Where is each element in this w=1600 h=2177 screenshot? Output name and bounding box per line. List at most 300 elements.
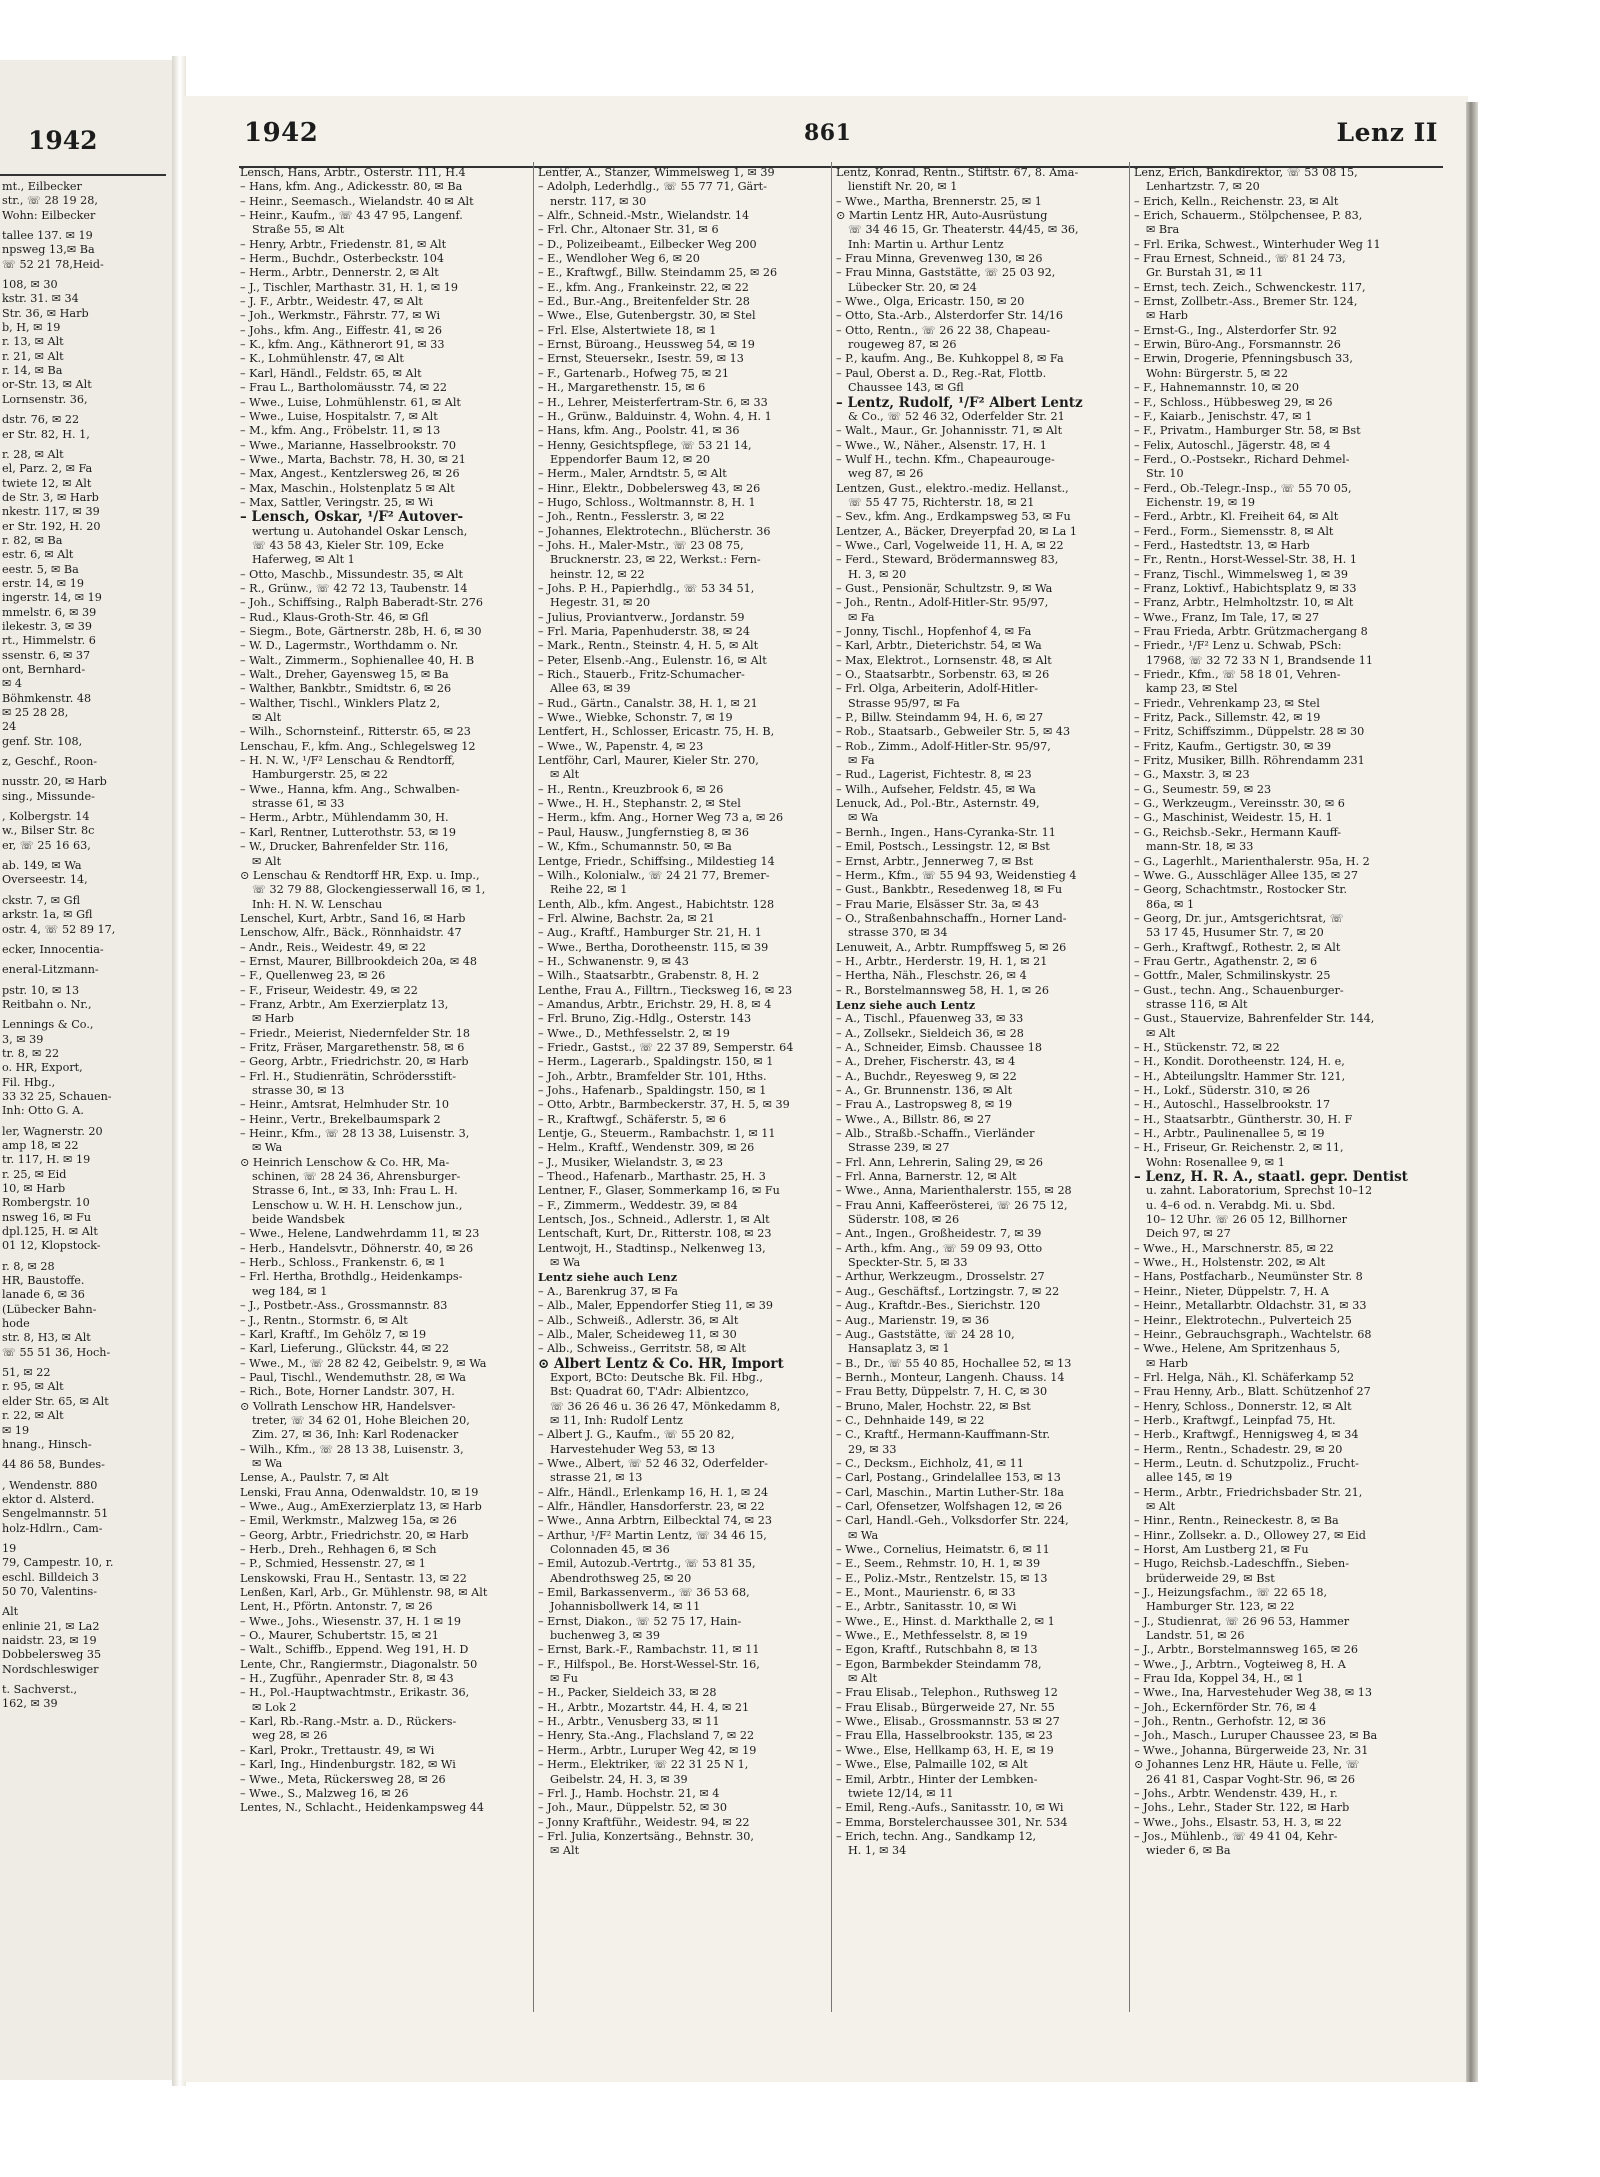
directory-entry-line: – Horst, Am Lustberg 21, ✉ Fu	[1134, 1543, 1309, 1556]
directory-entry-line: – Emma, Borstelerchaussee 301, Nr. 534	[836, 1815, 1068, 1829]
directory-entry-line: – Ferd., Arbtr., Kl. Freiheit 64, ✉ Alt	[1134, 510, 1339, 524]
directory-entry-line: – Wwe., H., Marschnerstr. 85, ✉ 22	[1134, 1241, 1334, 1255]
directory-entry-line: – G., Reichsb.-Sekr., Hermann Kauff-	[1134, 825, 1342, 839]
directory-entry-line: Süderstr. 108, ✉ 26	[848, 1213, 960, 1227]
directory-entry-line: strasse 370, ✉ 34	[848, 926, 948, 940]
directory-entry-line: Deich 97, ✉ 27	[1146, 1227, 1231, 1241]
directory-entry-line: – Joh., Eckernförder Str. 76, ✉ 4	[1134, 1700, 1317, 1714]
directory-entry-line: o. HR, Export,	[2, 1061, 83, 1075]
directory-entry-line: – Herm., Arbtr., Dennerstr. 2, ✉ Alt	[240, 266, 439, 280]
directory-entry-line: – Otto, Rentn., ☏ 26 22 38, Chapeau-	[836, 323, 1051, 337]
directory-entry-line: ilekestr. 3, ✉ 39	[2, 619, 93, 633]
directory-entry-line: Lenth, Alb., kfm. Angest., Habichtstr. 128	[538, 897, 775, 911]
directory-entry-line: Straße 55, ✉ Alt	[252, 223, 345, 237]
directory-entry-line: ✉ Fu	[550, 1672, 578, 1686]
directory-entry-line: – Wwe., E., Methfesselstr. 8, ✉ 19	[836, 1629, 1028, 1643]
directory-entry-line: – R., Grünw., ☏ 42 72 13, Taubenstr. 14	[240, 581, 468, 595]
directory-entry-line: Dobbelersweg 35	[2, 1648, 102, 1662]
directory-entry-line: er, ☏ 25 16 63,	[2, 838, 91, 852]
directory-entry-line: – Ernst, Büroang., Heussweg 54, ✉ 19	[538, 338, 755, 352]
directory-entry-line: Strasse 6, Int., ✉ 33, Inh: Frau L. H.	[252, 1184, 458, 1198]
directory-entry-line: – Walther, Bankbtr., Smidtstr. 6, ✉ 26	[240, 682, 452, 696]
directory-entry-line: – Alfr., Händl., Erlenkamp 16, H. 1, ✉ 24	[538, 1485, 769, 1499]
directory-entry-line: – Aug., Kraftdr.-Bes., Sierichstr. 120	[836, 1299, 1041, 1313]
directory-entry-line: 26 41 81, Caspar Voght-Str. 96, ✉ 26	[1146, 1772, 1355, 1786]
directory-entry-line: – Wwe., Wiebke, Schonstr. 7, ✉ 19	[538, 711, 733, 725]
directory-entry-line: – Friedr., Vehrenkamp 23, ✉ Stel	[1134, 696, 1320, 710]
directory-entry-line: – Andr., Reis., Weidestr. 49, ✉ 22	[240, 940, 426, 954]
directory-entry-line: r. 25, ✉ Eid	[2, 1167, 67, 1181]
directory-entry-line: weg 184, ✉ 1	[252, 1284, 328, 1298]
directory-entry-line: – H., Grünw., Balduinstr. 4, Wohn. 4, H. 1	[538, 409, 772, 423]
directory-entry-line: – Franz, Tischl., Wimmelsweg 1, ✉ 39	[1134, 567, 1348, 581]
directory-entry-line: H. 1, ✉ 34	[848, 1844, 907, 1858]
directory-entry-line: – Emil, Werkmstr., Malzweg 15a, ✉ 26	[240, 1514, 457, 1528]
directory-entry-line: – Arth., kfm. Ang., ☏ 59 09 93, Otto	[836, 1241, 1043, 1255]
directory-entry-line: – Hertha, Näh., Fleschstr. 26, ✉ 4	[836, 969, 1027, 983]
directory-entry-line: – Frau Gertr., Agathenstr. 2, ✉ 6	[1134, 954, 1318, 968]
directory-entry-line: Lentschaft, Kurt, Dr., Ritterstr. 108, ✉ 23	[538, 1227, 772, 1241]
directory-entry-line: Lenhartzstr. 7, ✉ 20	[1146, 180, 1260, 194]
directory-entry-line: – Frau A., Lastropsweg 8, ✉ 19	[836, 1098, 1013, 1112]
directory-entry-line: ⊙ Vollrath Lenschow HR, Handelsver-	[240, 1399, 456, 1413]
directory-entry-line: – H., Abteilungsltr. Hammer Str. 121,	[1134, 1069, 1346, 1083]
directory-entry-line: – Wwe., Marianne, Hasselbrookstr. 70	[240, 438, 456, 452]
directory-entry-line: – Hans, Postfacharb., Neumünster Str. 8	[1134, 1270, 1363, 1284]
directory-entry-line: – Arthur, Werkzeugm., Drosselstr. 27	[836, 1270, 1045, 1284]
directory-entry-line: wieder 6, ✉ Ba	[1146, 1844, 1231, 1858]
directory-entry-line: – Emil, Arbtr., Hinter der Lembken-	[836, 1772, 1038, 1786]
directory-entry-line: – Georg, Arbtr., Friedrichstr. 20, ✉ Harb	[240, 1055, 469, 1069]
directory-entry-line: ✉ Alt	[550, 1844, 580, 1858]
directory-entry-line: – F., Schloss., Hübbesweg 29, ✉ 26	[1134, 395, 1333, 409]
directory-entry-line: dstr. 76, ✉ 22	[2, 413, 80, 427]
directory-entry-line: – E., Kraftwgf., Billw. Steindamm 25, ✉ 26	[538, 266, 778, 280]
directory-entry-line: – G., Lagerhlt., Marienthalerstr. 95a, H. 2	[1134, 854, 1370, 868]
directory-entry-line: – Herb., Handelsvtr., Döhnerstr. 40, ✉ 26	[240, 1241, 474, 1255]
directory-entry-line: Strasse 239, ✉ 27	[848, 1141, 950, 1155]
directory-entry-line: de Str. 3, ✉ Harb	[2, 490, 99, 504]
directory-entry-line: – Alb., Maler, Scheideweg 11, ✉ 30	[538, 1327, 737, 1341]
directory-entry-line: – Heinr., Elektrotechn., Pulverteich 25	[1134, 1313, 1352, 1327]
directory-entry-line: – J., Studienrat, ☏ 26 96 53, Hammer	[1134, 1614, 1350, 1628]
directory-entry-line: – Hinr., Elektr., Dobbelersweg 43, ✉ 26	[538, 481, 761, 495]
directory-entry-line: – H., Lehrer, Meisterfertram-Str. 6, ✉ 33	[538, 395, 768, 409]
directory-entry-line: ✉ 4	[2, 677, 23, 691]
directory-entry-line: – Fritz, Fräser, Margarethenstr. 58, ✉ 6	[240, 1040, 465, 1054]
directory-entry-line: – F., Hilfspol., Be. Horst-Wessel-Str. 16,	[538, 1657, 760, 1671]
directory-entry-line: – H., Staatsarbtr., Güntherstr. 30, H. F	[1134, 1112, 1353, 1126]
directory-entry-line: – Wwe., Hanna, kfm. Ang., Schwalben-	[240, 782, 460, 796]
directory-entry-line: Fil. Hbg.,	[2, 1075, 56, 1089]
directory-entry-line: – F., Hahnemannstr. 10, ✉ 20	[1134, 381, 1299, 395]
directory-entry-line: – Wwe., Cornelius, Heimatstr. 6, ✉ 11	[836, 1543, 1050, 1556]
directory-entry-line: – Wwe., S., Malzweg 16, ✉ 26	[240, 1786, 409, 1800]
directory-entry-line: genf. Str. 108,	[2, 734, 83, 748]
directory-entry-line: – Joh., Maur., Düppelstr. 52, ✉ 30	[538, 1801, 728, 1815]
directory-entry-line: 51, ✉ 22	[2, 1366, 51, 1380]
directory-entry-line: – Walther, Tischl., Winklers Platz 2,	[240, 696, 441, 710]
directory-entry-line: & Co., ☏ 52 46 32, Oderfelder Str. 21	[848, 409, 1065, 423]
directory-entry-line: – Ferd., O.-Postsekr., Richard Dehmel-	[1134, 452, 1350, 466]
directory-entry-line: – Hinr., Rentn., Reineckestr. 8, ✉ Ba	[1134, 1514, 1339, 1528]
directory-entry-line: – Wwe., W., Näher., Alsenstr. 17, H. 1	[836, 438, 1047, 452]
directory-entry-line: Lentje, G., Steuerm., Rambachstr. 1, ✉ 11	[538, 1127, 776, 1141]
directory-entry-line: rt., Himmelstr. 6	[2, 634, 96, 648]
directory-entry-line: – Joh., Rentn., Gerhofstr. 12, ✉ 36	[1134, 1715, 1326, 1729]
directory-entry-line: tr. 117, H. ✉ 19	[2, 1153, 91, 1167]
directory-entry-line: – Frau Frieda, Arbtr. Grützmachergang 8	[1134, 625, 1368, 638]
directory-entry-line: mmelstr. 6, ✉ 39	[2, 605, 97, 619]
directory-entry-line: Brucknerstr. 23, ✉ 22, Werkst.: Fern-	[550, 553, 761, 567]
directory-entry-line: w., Bilser Str. 8c	[2, 824, 95, 838]
directory-entry-line: r. 14, ✉ Ba	[2, 364, 63, 378]
directory-entry-line: – Karl, Rentner, Lutterothstr. 53, ✉ 19	[240, 825, 457, 839]
directory-entry-line: – Herb., Dreh., Rehhagen 6, ✉ Sch	[240, 1543, 437, 1556]
directory-entry-line: – J., Tischler, Marthastr. 31, H. 1, ✉ 19	[240, 280, 459, 294]
directory-entry-line: – Herm., Elektriker, ☏ 22 31 25 N 1,	[538, 1758, 749, 1772]
directory-entry-line: – Alb., Straßb.-Schaffn., Vierländer	[836, 1127, 1035, 1141]
directory-entry-line: – Wwe., Meta, Rückersweg 28, ✉ 26	[240, 1772, 446, 1786]
directory-entry-line: Chaussee 143, ✉ Gfl	[848, 381, 964, 395]
directory-entry-line: weg 28, ✉ 26	[252, 1729, 328, 1743]
directory-entry-line: Johannisbollwerk 14, ✉ 11	[550, 1600, 701, 1614]
directory-entry-line: strasse 61, ✉ 33	[252, 797, 345, 811]
directory-entry-line: Bst: Quadrat 60, T'Adr: Albientzco,	[550, 1385, 750, 1399]
directory-entry-line: ✉ Harb	[1146, 309, 1188, 323]
directory-entry-line: – Hinr., Zollsekr. a. D., Ollowey 27, ✉ Eid	[1134, 1528, 1366, 1542]
directory-entry-line: ✉ Wa	[252, 1456, 283, 1470]
directory-entry-line: – Frl. Erika, Schwest., Winterhuder Weg 11	[1134, 237, 1381, 251]
directory-entry-line: Harvestehuder Weg 53, ✉ 13	[550, 1442, 716, 1456]
directory-entry-line: – Johannes, Elektrotechn., Blücherstr. 36	[538, 524, 771, 538]
directory-entry-line: – H., Kondit. Dorotheenstr. 124, H. e,	[1134, 1055, 1345, 1069]
directory-entry-line: – Herm., Arbtr., Mühlendamm 30, H.	[240, 811, 449, 825]
directory-entry-line: , Kolbergstr. 14	[2, 810, 90, 824]
directory-entry-line: – A., Gr. Brunnenstr. 136, ✉ Alt	[836, 1084, 1013, 1097]
directory-entry-line: – Herm., Buchdr., Osterbeckstr. 104	[240, 252, 445, 266]
directory-entry-line: – Heinr., Gebrauchsgraph., Wachtelstr. 68	[1134, 1327, 1372, 1341]
directory-entry-line: – J., Heizungsfachm., ☏ 22 65 18,	[1134, 1586, 1328, 1600]
page-edge	[1466, 102, 1478, 2082]
directory-entry-line: tr. 8, ✉ 22	[2, 1046, 60, 1060]
directory-entry-line: – Ernst, tech. Zeich., Schwenckestr. 117,	[1134, 280, 1366, 294]
directory-entry-line: – Alfr., Händler, Hansdorferstr. 23, ✉ 22	[538, 1499, 765, 1513]
directory-entry-line: – Wilh., Schornsteinf., Ritterstr. 65, ✉ 23	[240, 725, 471, 739]
directory-entry-line: 53 17 45, Husumer Str. 7, ✉ 20	[1146, 926, 1324, 940]
directory-entry-line: Str. 36, ✉ Harb	[2, 306, 89, 320]
directory-entry-line: – Erich, Kelln., Reichenstr. 23, ✉ Alt	[1134, 194, 1339, 208]
directory-entry-line: – W., Kfm., Schumannstr. 50, ✉ Ba	[538, 840, 732, 854]
directory-entry-line: – Herb., Kraftwgf., Leinpfad 75, Ht.	[1134, 1413, 1336, 1427]
directory-entry-line: – Karl, Rb.-Rang.-Mstr. a. D., Rückers-	[240, 1715, 457, 1729]
directory-entry-line: r. 28, ✉ Alt	[2, 447, 64, 461]
directory-entry-line: – F., Privatm., Hamburger Str. 58, ✉ Bst	[1134, 424, 1361, 438]
directory-entry-line: r. 13, ✉ Alt	[2, 335, 64, 349]
directory-entry-line: rougeweg 87, ✉ 26	[848, 338, 957, 352]
directory-entry-line: ektor d. Alsterd.	[2, 1492, 95, 1506]
directory-entry-line: – Bernh., Ingen., Hans-Cyranka-Str. 11	[836, 825, 1056, 839]
directory-entry-line: – Frl. Else, Alstertwiete 18, ✉ 1	[538, 323, 717, 337]
directory-entry-line: – Emil, Autozub.-Vertrtg., ☏ 53 81 35,	[538, 1557, 756, 1571]
directory-entry-line: – Alb., Schweiß., Adlerstr. 36, ✉ Alt	[538, 1313, 739, 1327]
directory-entry-line: Reitbahn o. Nr.,	[2, 997, 92, 1011]
directory-entry-line: – A., Barenkrug 37, ✉ Fa	[538, 1284, 678, 1298]
directory-entry-line: – H., Arbtr., Venusberg 33, ✉ 11	[538, 1715, 720, 1729]
directory-entry-line: – Lensch, Oskar, ¹/F² Autover-	[240, 509, 464, 526]
directory-entry-line: – Carl, Ofensetzer, Wolfshagen 12, ✉ 26	[836, 1499, 1063, 1513]
directory-entry-line: – Egon, Barmbekder Steindamm 78,	[836, 1657, 1042, 1671]
directory-entry-line: – Otto, Sta.-Arb., Alsterdorfer Str. 14/16	[836, 309, 1063, 323]
directory-entry-line: – Frau Minna, Gaststätte, ☏ 25 03 92,	[836, 266, 1056, 280]
directory-entry-line: – H., Arbtr., Paulinenallee 5, ✉ 19	[1134, 1127, 1325, 1141]
directory-entry-line: – Frl. Julia, Konzertsäng., Behnstr. 30,	[538, 1829, 754, 1843]
directory-entry-line: Lenthe, Frau A., Filltrn., Tiecksweg 16, ✉ 23	[538, 983, 793, 997]
directory-entry-line: – H., Rentn., Kreuzbrook 6, ✉ 26	[538, 782, 724, 796]
directory-entry-line: – Wwe., Luise, Hospitalstr. 7, ✉ Alt	[240, 409, 438, 423]
directory-entry-line: ✉ Bra	[1146, 223, 1180, 237]
directory-column-3	[836, 166, 1125, 1859]
directory-entry-line: ☏ 34 46 15, Gr. Theaterstr. 44/45, ✉ 36,	[848, 223, 1079, 237]
directory-entry-line: – Herm., Arbtr., Luruper Weg 42, ✉ 19	[538, 1743, 757, 1757]
directory-column-4	[1134, 166, 1434, 1859]
directory-entry-line: buchenweg 3, ✉ 39	[550, 1629, 660, 1643]
directory-entry-line: – Erich, Schauerm., Stölpchensee, P. 83,	[1134, 209, 1363, 223]
directory-entry-line: – K., Lohmühlenstr. 47, ✉ Alt	[240, 352, 404, 366]
directory-entry-line: – Heinr., Vertr., Brekelbaumspark 2	[240, 1112, 441, 1126]
directory-entry-line: – Walt., Schiffb., Eppend. Weg 191, H. D	[240, 1643, 469, 1657]
directory-entry-line: Wohn: Eilbecker	[2, 208, 96, 222]
directory-entry-line: 3, ✉ 39	[2, 1032, 44, 1046]
directory-entry-line: – Aug., Marienstr. 19, ✉ 36	[836, 1313, 990, 1327]
directory-entry-line: 108, ✉ 30	[2, 278, 58, 292]
directory-entry-line: – Rud., Gärtn., Canalstr. 38, H. 1, ✉ 21	[538, 696, 758, 710]
directory-entry-line: u. 4–6 od. n. Verabdg. Mi. u. Sbd.	[1146, 1198, 1336, 1212]
directory-entry-line: twiete 12, ✉ Alt	[2, 476, 92, 490]
directory-entry-line: – Friedr., Kfm., ☏ 58 18 01, Vehren-	[1134, 668, 1341, 682]
directory-entry-line: elder Str. 65, ✉ Alt	[2, 1394, 109, 1408]
directory-entry-line: ✉ 11, Inh: Rudolf Lentz	[550, 1413, 683, 1427]
directory-entry-line: – Johs., kfm. Ang., Eiffestr. 41, ✉ 26	[240, 323, 443, 337]
directory-entry-line: u. zahnt. Laboratorium, Sprechst 10–12	[1146, 1184, 1373, 1198]
directory-entry-line: HR, Baustoffe.	[2, 1274, 85, 1288]
directory-entry-line: Lentwojt, H., Stadtinsp., Nelkenweg 13,	[538, 1241, 766, 1255]
directory-entry-line: ssenstr. 6, ✉ 37	[2, 648, 91, 662]
directory-entry-line: lienstift Nr. 20, ✉ 1	[848, 180, 958, 194]
directory-entry-line: ☏ 36 26 46 u. 36 26 47, Mönkedamm 8,	[550, 1399, 781, 1413]
directory-entry-line: ⊙ Johannes Lenz HR, Häute u. Felle, ☏	[1134, 1758, 1360, 1772]
directory-entry-line: Lenz siehe auch Lentz	[836, 997, 976, 1012]
directory-entry-line: wertung u. Autohandel Oskar Lensch,	[252, 524, 468, 538]
directory-entry-line: str. 8, H3, ✉ Alt	[2, 1331, 91, 1345]
directory-entry-line: ✉ Wa	[848, 1528, 879, 1542]
directory-entry-line: – Wwe., Elisab., Grossmannstr. 53 ✉ 27	[836, 1715, 1060, 1729]
directory-entry-line: – Georg, Schachtmstr., Rostocker Str.	[1134, 883, 1348, 897]
directory-entry-line: – Erwin, Büro-Ang., Forsmannstr. 26	[1134, 338, 1341, 352]
directory-entry-line: – Max, Angest., Kentzlersweg 26, ✉ 26	[240, 467, 460, 481]
directory-entry-line: – Gerh., Kraftwgf., Rothestr. 2, ✉ Alt	[1134, 940, 1341, 954]
directory-entry-line: – H. N. W., ¹/F² Lenschau & Rendtorff,	[240, 754, 455, 768]
directory-entry-line: ✉ Fa	[848, 610, 875, 624]
directory-entry-line: b, H, ✉ 19	[2, 321, 61, 335]
directory-entry-line: – Wwe., E., Hinst. d. Markthalle 2, ✉ 1	[836, 1614, 1055, 1628]
directory-entry-line: – H., Schwanenstr. 9, ✉ 43	[538, 954, 689, 968]
directory-entry-line: arkstr. 1a, ✉ Gfl	[2, 908, 93, 922]
directory-entry-line: Lent, H., Pförtn. Antonstr. 7, ✉ 26	[240, 1600, 433, 1614]
directory-entry-line: – Lenz, H. R. A., staatl. gepr. Dentist	[1134, 1169, 1408, 1186]
directory-entry-line: – Rich., Stauerb., Fritz-Schumacher-	[538, 668, 745, 682]
directory-entry-line: Wohn: Rosenallee 9, ✉ 1	[1146, 1155, 1285, 1169]
directory-entry-line: – Wwe., H., Holstenstr. 202, ✉ Alt	[1134, 1256, 1326, 1270]
directory-entry-line: – Friedr., Meierist, Niedernfelder Str. 18	[240, 1026, 470, 1040]
directory-entry-line: Lornsenstr. 36,	[2, 392, 88, 406]
directory-entry-line: strasse 21, ✉ 13	[550, 1471, 643, 1485]
directory-entry-line: – P., kaufm. Ang., Be. Kuhkoppel 8, ✉ Fa	[836, 352, 1064, 366]
directory-entry-line: erstr. 14, ✉ 19	[2, 576, 84, 590]
directory-entry-line: – Rud., Lagerist, Fichtestr. 8, ✉ 23	[836, 768, 1032, 782]
directory-entry-line: – H., Pol.-Hauptwachtmstr., Erikastr. 36,	[240, 1686, 470, 1700]
directory-entry-line: mann-Str. 18, ✉ 33	[1146, 840, 1254, 854]
directory-entry-line: ✉ Alt	[252, 711, 282, 725]
directory-entry-line: Lense, A., Paulstr. 7, ✉ Alt	[240, 1471, 389, 1485]
directory-entry-line: – E., Poliz.-Mstr., Rentzelstr. 15, ✉ 13	[836, 1571, 1048, 1585]
directory-entry-line: Inh: H. N. W. Lenschau	[252, 897, 383, 911]
directory-entry-line: – Fr., Rentn., Horst-Wessel-Str. 38, H. 1	[1134, 553, 1357, 567]
directory-entry-line: – Wwe., Helene, Am Spritzenhaus 5,	[1134, 1342, 1341, 1356]
directory-entry-line: – E., Arbtr., Sanitasstr. 10, ✉ Wi	[836, 1600, 1017, 1614]
directory-entry-line: – Herm., Rentn., Schadestr. 29, ✉ 20	[1134, 1442, 1343, 1456]
directory-entry-line: – J., Rentn., Stormstr. 6, ✉ Alt	[240, 1313, 408, 1327]
directory-entry-line: ✉ Alt	[1146, 1026, 1176, 1040]
directory-entry-line: – Franz, Arbtr., Helmholtzstr. 10, ✉ Alt	[1134, 596, 1354, 610]
directory-entry-line: Str. 10	[1146, 467, 1184, 481]
directory-entry-line: – Frl. Alwine, Bachstr. 2a, ✉ 21	[538, 911, 715, 925]
directory-entry-line: – Wwe., Albert, ☏ 52 46 32, Oderfelder-	[538, 1456, 768, 1470]
directory-entry-line: Hansaplatz 3, ✉ 1	[848, 1342, 950, 1356]
directory-entry-line: treter, ☏ 34 62 01, Hohe Bleichen 20,	[252, 1413, 470, 1427]
directory-entry-line: 29, ✉ 33	[848, 1442, 897, 1456]
directory-entry-line: – Mark., Rentn., Steinstr. 4, H. 5, ✉ Alt	[538, 639, 759, 653]
directory-entry-line: – J., Arbtr., Borstelmannsweg 165, ✉ 26	[1134, 1643, 1359, 1657]
directory-entry-line: – Jonny Kraftführ., Weidestr. 94, ✉ 22	[538, 1815, 750, 1829]
directory-entry-line: tallee 137. ✉ 19	[2, 229, 93, 243]
directory-entry-line: – Ed., Bur.-Ang., Breitenfelder Str. 28	[538, 295, 750, 309]
directory-entry-line: Lentfer, A., Stanzer, Wimmelsweg 1, ✉ 39	[538, 166, 775, 179]
directory-entry-line: – Wwe., Anna Arbtrn, Eilbecktal 74, ✉ 23	[538, 1514, 772, 1528]
directory-entry-line: ✉ Wa	[550, 1256, 581, 1270]
directory-entry-line: – C., Kraftf., Hermann-Kauffmann-Str.	[836, 1428, 1051, 1442]
directory-entry-line: Export, BCto: Deutsche Bk. Fil. Hbg.,	[550, 1370, 763, 1384]
directory-entry-line: brüderweide 29, ✉ Bst	[1146, 1571, 1275, 1585]
directory-entry-line: z, Geschf., Roon-	[2, 755, 98, 769]
directory-entry-line: – Frl. H., Studienrätin, Schrödersstift-	[240, 1069, 457, 1083]
directory-entry-line: – Carl, Postang., Grindelallee 153, ✉ 13	[836, 1471, 1061, 1485]
directory-entry-line: – R., Borstelmannsweg 58, H. 1, ✉ 26	[836, 983, 1049, 997]
directory-entry-line: Lenschow, Alfr., Bäck., Rönnhaidstr. 47	[240, 926, 462, 940]
directory-entry-line: – Frau Marie, Elsässer Str. 3a, ✉ 43	[836, 897, 1040, 911]
directory-entry-line: nusstr. 20, ✉ Harb	[2, 775, 107, 789]
directory-entry-line: – Ernst, Bark.-F., Rambachstr. 11, ✉ 11	[538, 1643, 760, 1657]
directory-entry-line: – Karl, Prokr., Trettaustr. 49, ✉ Wi	[240, 1743, 435, 1757]
directory-entry-line: – Joh., Masch., Luruper Chaussee 23, ✉ Ba	[1134, 1729, 1378, 1743]
directory-entry-line: dpl.125, H. ✉ Alt	[2, 1225, 98, 1239]
directory-entry-line: – Max, Maschin., Holstenplatz 5 ✉ Alt	[240, 481, 455, 495]
directory-entry-line: – Fritz, Schiffszimm., Düppelstr. 28 ✉ 30	[1134, 725, 1365, 739]
directory-entry-line: ⊙ Lenschau & Rendtorff HR, Exp. u. Imp.,	[240, 868, 480, 882]
directory-entry-line: – Gust., techn. Ang., Schauenburger-	[1134, 983, 1344, 997]
directory-entry-line: Rombergstr. 10	[2, 1196, 90, 1210]
page-year: 1942	[244, 118, 319, 148]
directory-entry-line: – Herm., Arbtr., Friedrichsbader Str. 21,	[1134, 1485, 1363, 1499]
directory-entry-line: – Ernst, Steuersekr., Isestr. 59, ✉ 13	[538, 352, 744, 366]
directory-entry-line: 86a, ✉ 1	[1146, 897, 1195, 911]
directory-entry-line: – Hans, kfm. Ang., Poolstr. 41, ✉ 36	[538, 424, 740, 438]
directory-entry-line: Strasse 95/97, ✉ Fa	[848, 696, 960, 710]
directory-entry-line: ingerstr. 14, ✉ 19	[2, 591, 102, 605]
directory-entry-line: holz-Hdlrn., Cam-	[2, 1521, 103, 1535]
directory-entry-line: – F., Zimmerm., Weddestr. 39, ✉ 84	[538, 1198, 738, 1212]
directory-entry-line: Speckter-Str. 5, ✉ 33	[848, 1256, 968, 1270]
directory-entry-line: – Emil, Barkassenverm., ☏ 36 53 68,	[538, 1586, 750, 1600]
directory-entry-line: Lensch, Hans, Arbtr., Osterstr. 111, H.4	[240, 166, 466, 179]
directory-entry-line: – O., Maurer, Schubertstr. 15, ✉ 21	[240, 1629, 439, 1643]
directory-entry-line: 79, Campestr. 10, r.	[2, 1556, 114, 1570]
directory-entry-line: – J. F., Arbtr., Weidestr. 47, ✉ Alt	[240, 295, 423, 309]
directory-entry-line: Lente, Chr., Rangiermstr., Diagonalstr. 50	[240, 1657, 478, 1671]
directory-entry-line: Reihe 22, ✉ 1	[550, 883, 628, 897]
directory-entry-line: – Karl, Ing., Hindenburgstr. 182, ✉ Wi	[240, 1758, 456, 1772]
directory-entry-line: – Herb., Kraftwgf., Hennigsweg 4, ✉ 34	[1134, 1428, 1359, 1442]
directory-entry-line: – Frau Minna, Grevenweg 130, ✉ 26	[836, 252, 1043, 266]
directory-entry-line: – Rob., Staatsarb., Gebweiler Str. 5, ✉ 43	[836, 725, 1071, 739]
directory-entry-line: Allee 63, ✉ 39	[550, 682, 631, 696]
directory-entry-line: r. 95, ✉ Alt	[2, 1380, 64, 1394]
directory-entry-line: – Wwe., Aug., AmExerzierplatz 13, ✉ Harb	[240, 1499, 482, 1513]
directory-entry-line: – Ferd., Hastedtstr. 13, ✉ Harb	[1134, 538, 1310, 552]
directory-entry-line: Lentner, F., Glaser, Sommerkamp 16, ✉ Fu	[538, 1184, 780, 1198]
directory-entry-line: – Wwe., Anna, Marienthalerstr. 155, ✉ 28	[836, 1184, 1072, 1198]
directory-entry-line: kamp 23, ✉ Stel	[1146, 682, 1238, 696]
directory-entry-line: strasse 30, ✉ 13	[252, 1084, 345, 1097]
directory-entry-line: – Karl, Händl., Feldstr. 65, ✉ Alt	[240, 366, 422, 380]
directory-entry-line: – Helm., Kraftf., Wendenstr. 309, ✉ 26	[538, 1141, 755, 1155]
directory-entry-line: – Otto, Arbtr., Barmbeckerstr. 37, H. 5, ✉ 39	[538, 1098, 790, 1112]
directory-entry-line: r. 8, ✉ 28	[2, 1259, 55, 1273]
directory-entry-line: – H., Lokf., Süderstr. 310, ✉ 26	[1134, 1084, 1311, 1097]
directory-entry-line: – Herm., kfm. Ang., Horner Weg 73 a, ✉ 26	[538, 811, 784, 825]
directory-entry-line: – R., Kraftwgf., Schäferstr. 5, ✉ 6	[538, 1112, 727, 1126]
directory-entry-line: – Wwe., Johanna, Bürgerweide 23, Nr. 31	[1134, 1743, 1369, 1757]
directory-entry-line: – Ernst, Arbtr., Jennerweg 7, ✉ Bst	[836, 854, 1034, 868]
directory-entry-line: – Arthur, ¹/F² Martin Lentz, ☏ 34 46 15,	[538, 1528, 767, 1542]
directory-entry-line: – Frau Anni, Kaffeerösterei, ☏ 26 75 12,	[836, 1198, 1068, 1212]
directory-entry-line: ler, Wagnerstr. 20	[2, 1124, 103, 1138]
directory-entry-line: – Hans, kfm. Ang., Adickesstr. 80, ✉ Ba	[240, 180, 463, 194]
directory-entry-line: – Franz, Arbtr., Am Exerzierplatz 13,	[240, 997, 449, 1011]
directory-entry-line: – Sev., kfm. Ang., Erdkampsweg 53, ✉ Fu	[836, 510, 1071, 524]
directory-entry-line: – Ernst, Diakon., ☏ 52 75 17, Hain-	[538, 1614, 742, 1628]
directory-entry-line: – Otto, Maschb., Missundestr. 35, ✉ Alt	[240, 567, 463, 581]
directory-entry-line: ☏ 52 21 78,Heid-	[2, 257, 104, 271]
directory-entry-line: – Frau Ella, Hasselbrookstr. 135, ✉ 23	[836, 1729, 1053, 1743]
directory-entry-line: , Wendenstr. 880	[2, 1478, 98, 1492]
directory-entry-line: – Fritz, Musiker, Billh. Röhrendamm 231	[1134, 754, 1365, 768]
directory-entry-line: 10– 12 Uhr. ☏ 26 05 12, Billhorner	[1146, 1213, 1347, 1227]
directory-entry-line: Lentz, Konrad, Rentn., Stiftstr. 67, 8. Ama-	[836, 166, 1079, 179]
directory-entry-line: weg 87, ✉ 26	[848, 467, 924, 481]
directory-entry-line: – Alfr., Schneid.-Mstr., Wielandstr. 14	[538, 209, 750, 223]
directory-entry-line: – Aug., Gaststätte, ☏ 24 28 10,	[836, 1327, 1015, 1341]
